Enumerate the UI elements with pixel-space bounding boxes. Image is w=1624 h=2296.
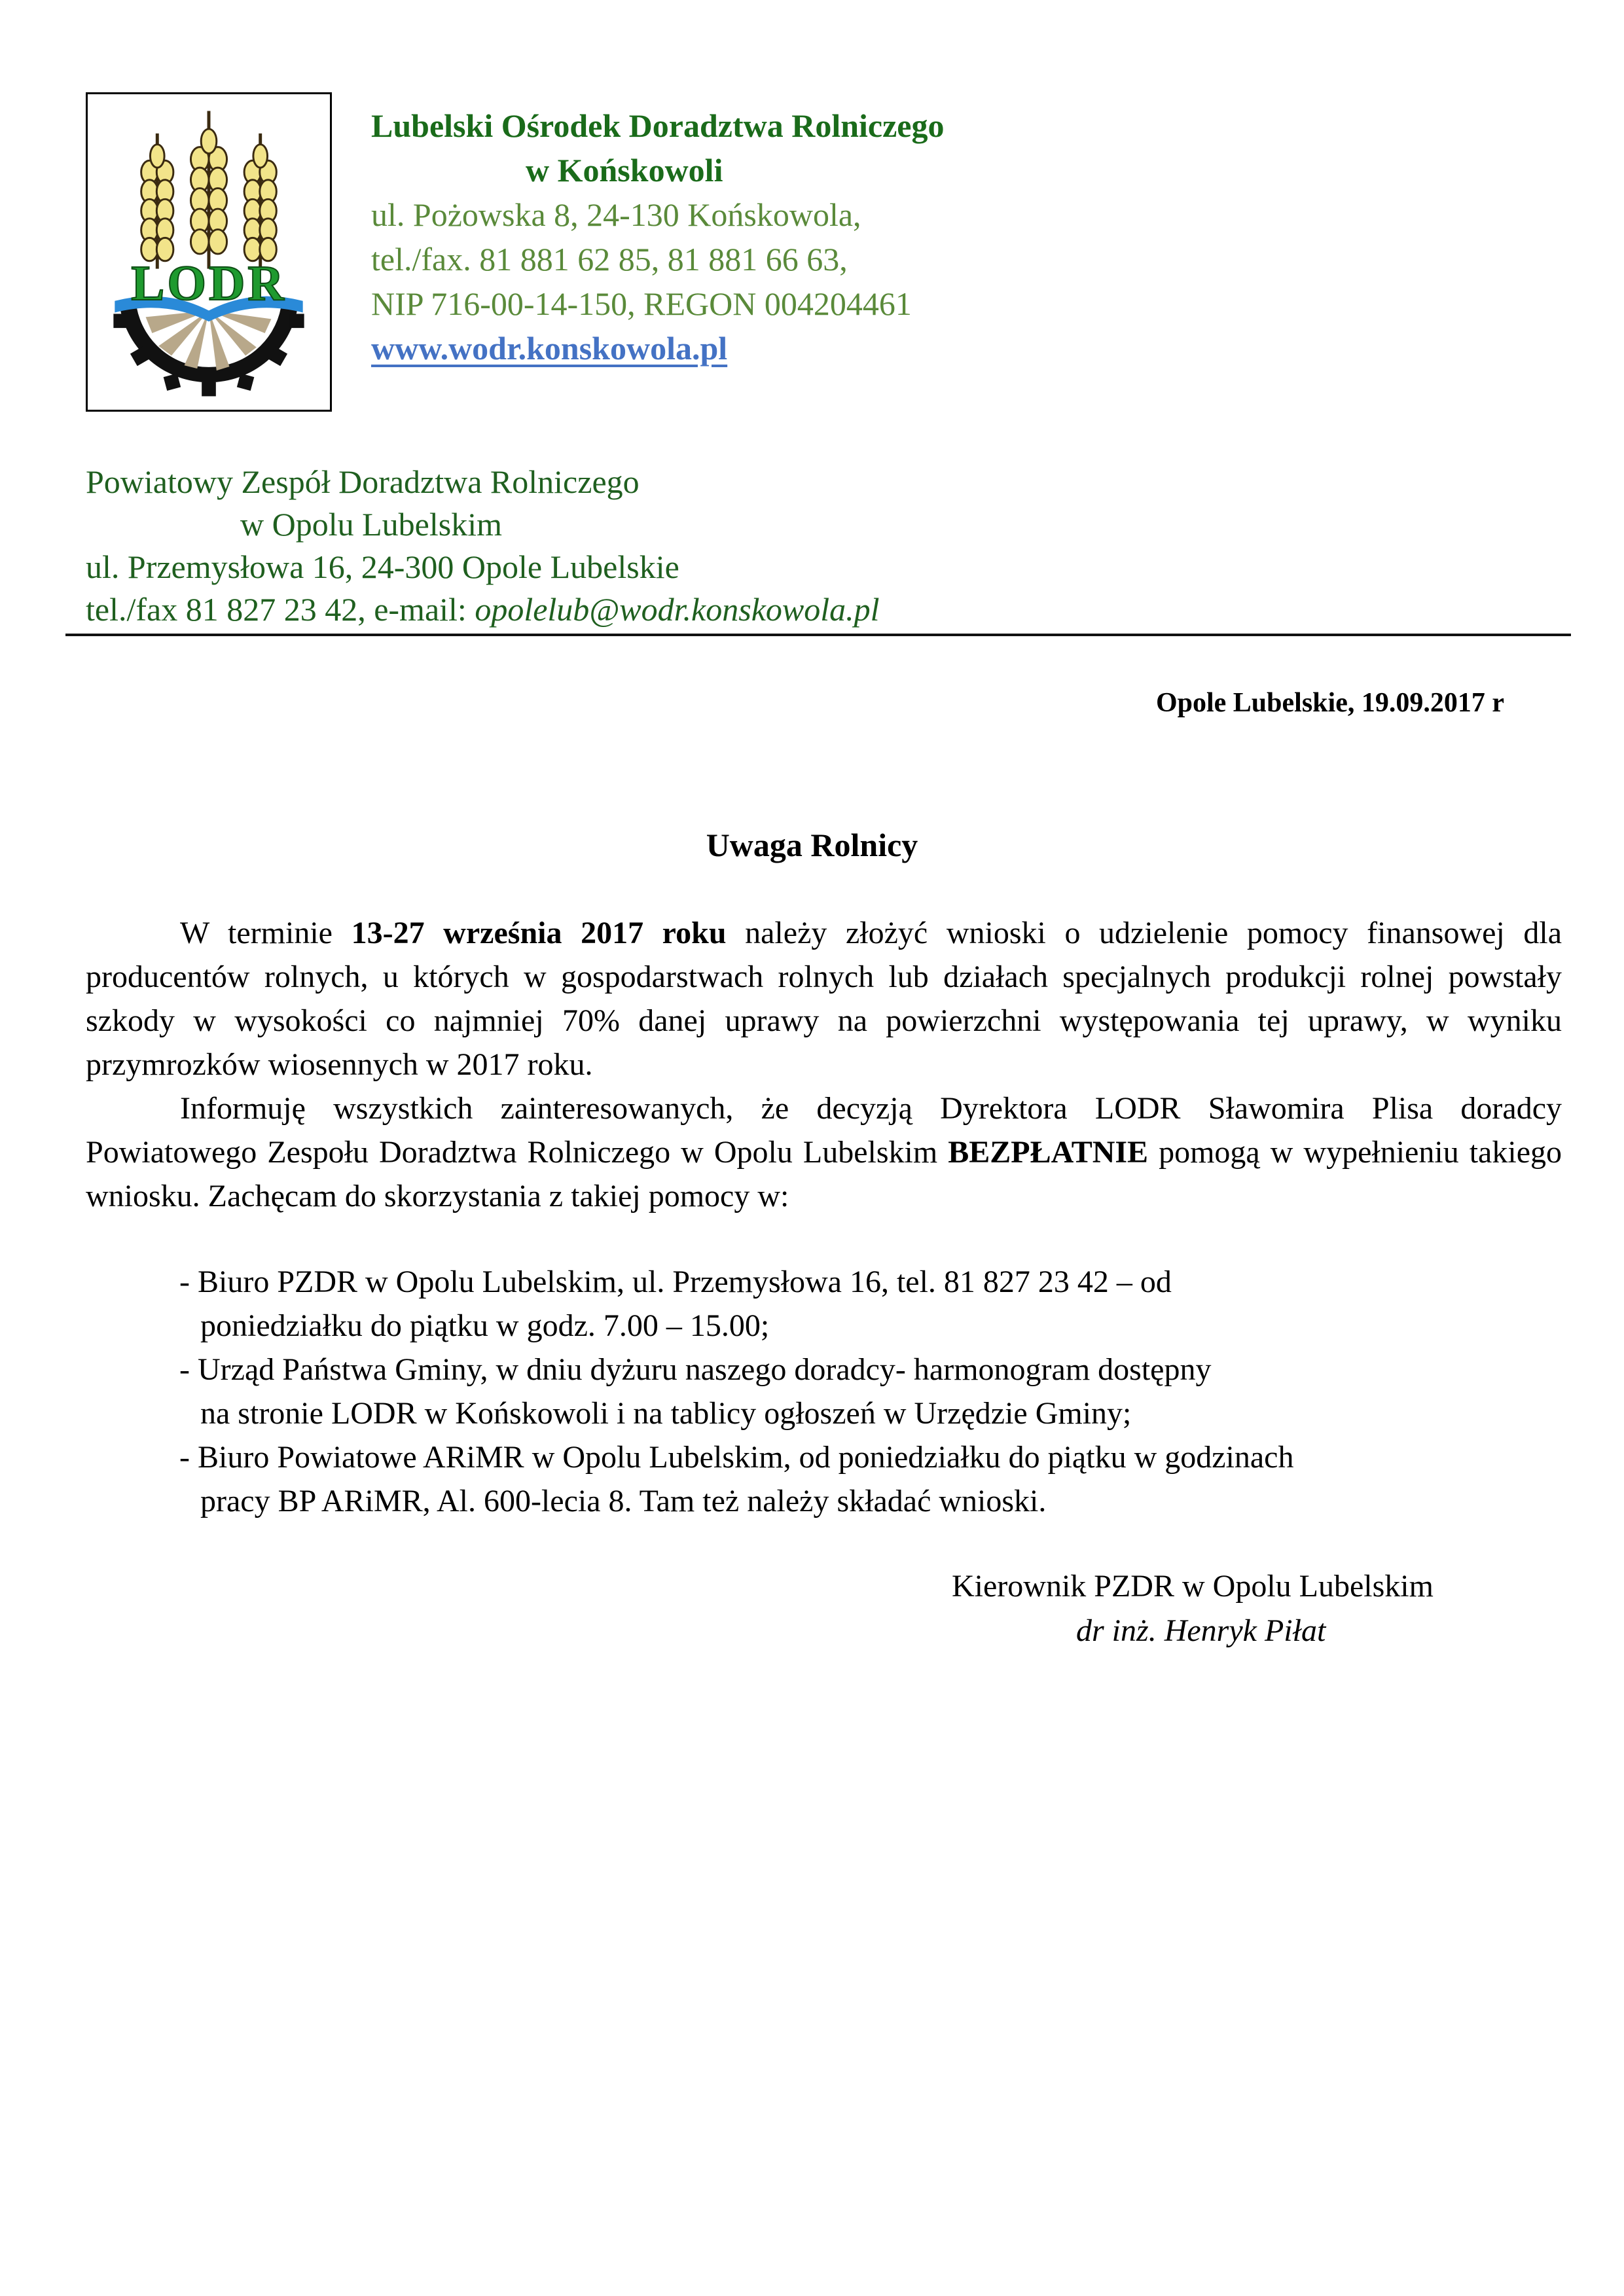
paragraph-deadline <box>86 911 1562 1086</box>
branch-email-link[interactable]: opolelub@wodr.konskowola.pl <box>475 591 880 628</box>
org-address: ul. Pożowska 8, 24-130 Końskowola, <box>371 196 861 233</box>
wheat-gear-logo-icon <box>88 94 330 410</box>
org-ids: NIP 716-00-14-150, REGON 004204461 <box>371 285 912 322</box>
branch-contact <box>86 588 880 631</box>
date-line: Opole Lubelskie, 19.09.2017 r <box>1155 688 1504 718</box>
header-divider <box>65 634 1571 636</box>
list-item-line: na stronie LODR w Końskowoli i na tablicy ogłoszeń w Urzędzie Gminy; <box>200 1396 1132 1431</box>
signature-block <box>952 1564 1434 1653</box>
org-phone: tel./fax. 81 881 62 85, 81 881 66 63, <box>371 241 848 278</box>
org-website-link[interactable]: www.wodr.konskowola.pl <box>371 330 728 367</box>
locations-list <box>179 1260 1293 1523</box>
list-item-line: poniedziałku do piątku w godz. 7.00 – 15.00; <box>200 1308 770 1343</box>
branch-address: ul. Przemysłowa 16, 24-300 Opole Lubelskie <box>86 548 679 585</box>
list-item <box>179 1260 1293 1348</box>
branch-block <box>86 461 880 631</box>
organization-header <box>371 103 945 370</box>
list-item-line: pracy BP ARiMR, Al. 600-lecia 8. Tam też należy składać wnioski. <box>200 1484 1047 1518</box>
page-title: Uwaga Rolnicy <box>706 827 918 863</box>
branch-phone: tel./fax 81 827 23 42, e-mail: <box>86 591 475 628</box>
p1-text-post: należy złożyć wnioski o udzielenie pomocy finansowej dla producentów rolnych, u których w gospodarstwach rolnych lub działach specjalnych produkcji rolnej powstały szkody w wysokości co najmniej 70% danej uprawy na powierzchni występowania tej uprawy, w wyniku przymrozków wiosennych w 2017 roku. <box>86 916 1562 1082</box>
p1-deadline-bold: 13-27 września 2017 roku <box>351 916 727 950</box>
branch-name: Powiatowy Zespół Doradztwa Rolniczego <box>86 463 640 500</box>
signature-role: Kierownik PZDR w Opolu Lubelskim <box>952 1569 1434 1604</box>
list-item <box>179 1348 1293 1435</box>
paragraph-assistance <box>86 1086 1562 1218</box>
signature-name: dr inż. Henryk Piłat <box>1076 1613 1326 1648</box>
list-item-line: - Biuro Powiatowe ARiMR w Opolu Lubelskim, od poniedziałku do piątku w godzinach <box>179 1440 1294 1475</box>
list-item-line: - Urząd Państwa Gminy, w dniu dyżuru naszego doradcy- harmonogram dostępny <box>179 1352 1212 1387</box>
p1-text-pre: W terminie <box>180 916 352 950</box>
org-location: w Końskowoli <box>526 152 723 188</box>
p2-text-post: pomogą w wypełnieniu takiego wniosku. Zachęcam do skorzystania z takiej pomocy w: <box>86 1135 1562 1213</box>
branch-location: w Opolu Lubelskim <box>240 506 502 543</box>
p2-free-bold: BEZPŁATNIE <box>948 1135 1149 1170</box>
lodr-logo <box>86 92 332 412</box>
list-item <box>179 1435 1293 1523</box>
list-item-line: - Biuro PZDR w Opolu Lubelskim, ul. Przemysłowa 16, tel. 81 827 23 42 – od <box>179 1265 1172 1299</box>
org-name: Lubelski Ośrodek Doradztwa Rolniczego <box>371 107 945 144</box>
p2-text-pre: Informuję wszystkich zainteresowanych, że decyzją Dyrektora LODR Sławomira Plisa doradcy Powiatowego Zespołu Doradztwa Rolniczego w Opolu Lubelskim <box>86 1091 1562 1170</box>
logo-lodr-text: LODR <box>131 255 287 311</box>
